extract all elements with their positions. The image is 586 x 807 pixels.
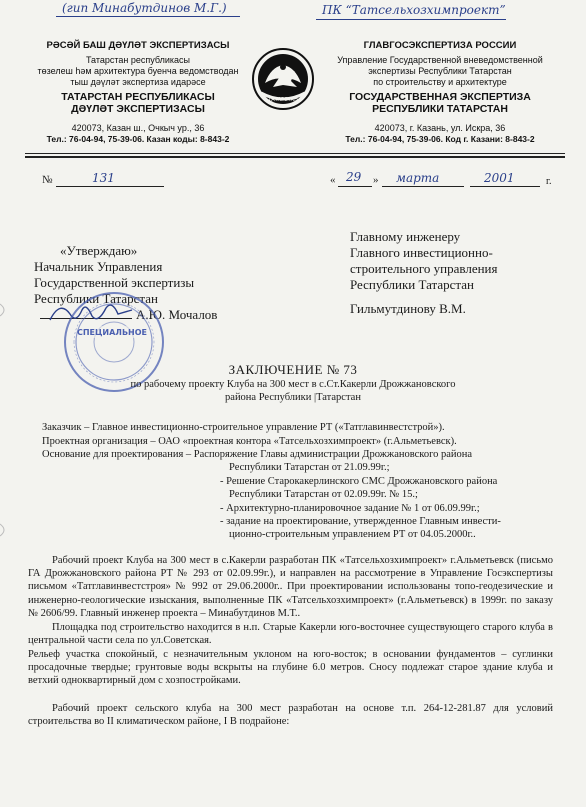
year-line	[470, 186, 540, 187]
approval-line3: Государственной экспертизы	[34, 275, 195, 290]
date-quote-open: «	[330, 174, 336, 186]
header-right-line4: по строительству и архитектуре	[373, 77, 507, 87]
header-left-line5: ТАТАРСТАН РЕСПУБЛИКАСЫ	[61, 91, 215, 103]
number-line	[56, 186, 164, 187]
header-left-line1: РӘСӘЙ БАШ ДӘҮЛӘТ ЭКСПЕРТИЗАСЫ	[46, 40, 230, 51]
handwritten-underline	[56, 16, 240, 17]
handwritten-month: марта	[396, 171, 440, 185]
approval-heading: «Утверждаю»	[60, 243, 138, 258]
month-line	[382, 186, 464, 187]
document-title: ЗАКЛЮЧЕНИЕ № 73	[228, 362, 358, 377]
addressee-line5: Гильмутдинову В.М.	[350, 301, 466, 316]
approval-line4: Республики Татарстан	[34, 291, 158, 306]
header-divider-thick	[25, 156, 565, 158]
addressee-line1: Главному инженеру	[350, 229, 461, 244]
basis-line2b: Республики Татарстан от 02.09.99г. № 15.;	[229, 489, 418, 500]
header-left-address: 420073, Казан ш., Очкыч ур., 36	[71, 123, 205, 133]
basis-line1: Основание для проектирования – Распоряжение Главы администрации Дрожжановского района	[42, 449, 473, 460]
header-right-line3: экспертизы Республики Татарстан	[368, 66, 512, 76]
paragraph-3: Рельеф участка спокойный, с незначительным уклоном на юго-восток; в основании фундаментов – суглинки просадочные твердые; грунтовые воды вскрыты на глубине 6.0 метров. Сносу подлежат старое здание клуба и ветхий одноквартирный дом с хозпостройками.	[28, 649, 553, 687]
handwritten-year: 2001	[484, 171, 515, 185]
header-left-line6: ДӘҮЛӘТ ЭКСПЕРТИЗАСЫ	[71, 103, 205, 115]
addressee-line3: строительного управления	[350, 261, 498, 276]
header-right	[312, 40, 568, 144]
document-subtitle-line1: по рабочему проекту Клуба на 300 мест в с.Ст.Какерли Дрожжановского	[130, 379, 456, 390]
header-right-phones: Тел.: 76-04-94, 75-39-06. Код г. Казани: 8-843-2	[345, 134, 535, 144]
header-right-line2: Управление Государственной вневедомственной	[337, 55, 543, 65]
header-left-line2: Татарстан республикасы	[85, 55, 191, 65]
document-subtitle-line2: района Республики |Татарстан	[225, 392, 361, 403]
day-line	[338, 186, 372, 187]
paragraph-1: Рабочий проект Клуба на 300 мест в с.Какерли разработан ПК «Татсельхозхимпроект» г.Альметьевск (письмо ГА Дрожжановского района РТ № 293 от 02.09.99г.), и направлен на рассмотрение в Управление Госэкспертизы письмом «Татглавинвестстроя» № 992 от 29.06.2000г.. При проектировании использованы топо-геодезические и инженерно-геологические изыскания, выполненные ПК «Татсельхозхимпроект» (г.Альметьевск) в 1999г. по заказу № 2606/99. Главный инженер проекта – Минабутдинов М.Т..	[28, 555, 553, 619]
approval-line2: Начальник Управления	[34, 259, 163, 274]
approval-signer: А.Ю. Мочалов	[136, 307, 218, 322]
header-left-line3: төзелеш һәм архитектура буенча ведомстводан	[37, 66, 239, 76]
year-suffix: г.	[546, 176, 552, 187]
number-label: №	[42, 174, 53, 186]
punch-hole-mark	[0, 300, 16, 320]
customer-line: Заказчик – Главное инвестиционно-строительное управление РТ («Татглавинвестстрой»).	[42, 422, 445, 433]
basis-line2: - Решение Старокакерлинского СМС Дрожжановского района	[220, 476, 498, 487]
date-quote-close: »	[373, 174, 379, 186]
header-left-line4: тыш дәүләт экспертиза идарәсе	[70, 77, 206, 87]
basis-line4b: ционно-строительным управлением РТ от 04.05.2000г..	[229, 529, 476, 540]
tatarstan-emblem-icon	[251, 47, 315, 111]
header-right-line5: ГОСУДАРСТВЕННАЯ ЭКСПЕРТИЗА	[349, 91, 531, 103]
addressee-line4: Республики Татарстан	[350, 277, 474, 292]
designer-line: Проектная организация – ОАО «проектная контора «Татсельхозхимпроект» (г.Альметьевск).	[42, 436, 457, 447]
basis-line3: - Архитектурно-планировочное задание № 1 от 06.09.99г.;	[220, 503, 480, 514]
header-right-line1: ГЛАВГОСЭКСПЕРТИЗА РОССИИ	[363, 40, 517, 51]
basis-line1b: Республики Татарстан от 21.09.99г.;	[229, 462, 390, 473]
paragraph-4: Рабочий проект сельского клуба на 300 мест разработан на основе т.п. 264-12-281.87 для условий строительства во II климатическом районе, I В подрайоне:	[28, 703, 553, 728]
header-left-phones: Тел.: 76-04-94, 75-39-06. Казан коды: 8-843-2	[46, 134, 230, 144]
handwritten-day: 29	[346, 170, 362, 184]
basis-line4: - задание на проектирование, утвержденное Главным инвести-	[220, 516, 501, 527]
paragraph-2: Площадка под строительство находится в н.п. Старые Какерли юго-восточнее существующего старого клуба в центральной части села по ул.Советская.	[28, 622, 553, 647]
stamp-center-text: СПЕЦИАЛЬНОЕ	[76, 328, 148, 337]
header-right-line6: РЕСПУБЛИКИ ТАТАРСТАН	[372, 103, 508, 115]
handwritten-note-left: (гип Минабутдинов М.Г.)	[62, 1, 227, 15]
header-left	[22, 40, 254, 144]
punch-hole-mark	[0, 520, 16, 540]
header-right-address: 420073, г. Казань, ул. Искра, 36	[374, 123, 506, 133]
emblem-label: ТАТАРСТАН	[268, 97, 298, 103]
handwritten-note-right: ПК “Татсельхозхимпроект”	[322, 3, 506, 17]
header-divider	[25, 153, 565, 154]
handwritten-number: 131	[92, 171, 115, 185]
addressee-line2: Главного инвестиционно-	[350, 245, 493, 260]
handwritten-underline	[316, 19, 506, 20]
